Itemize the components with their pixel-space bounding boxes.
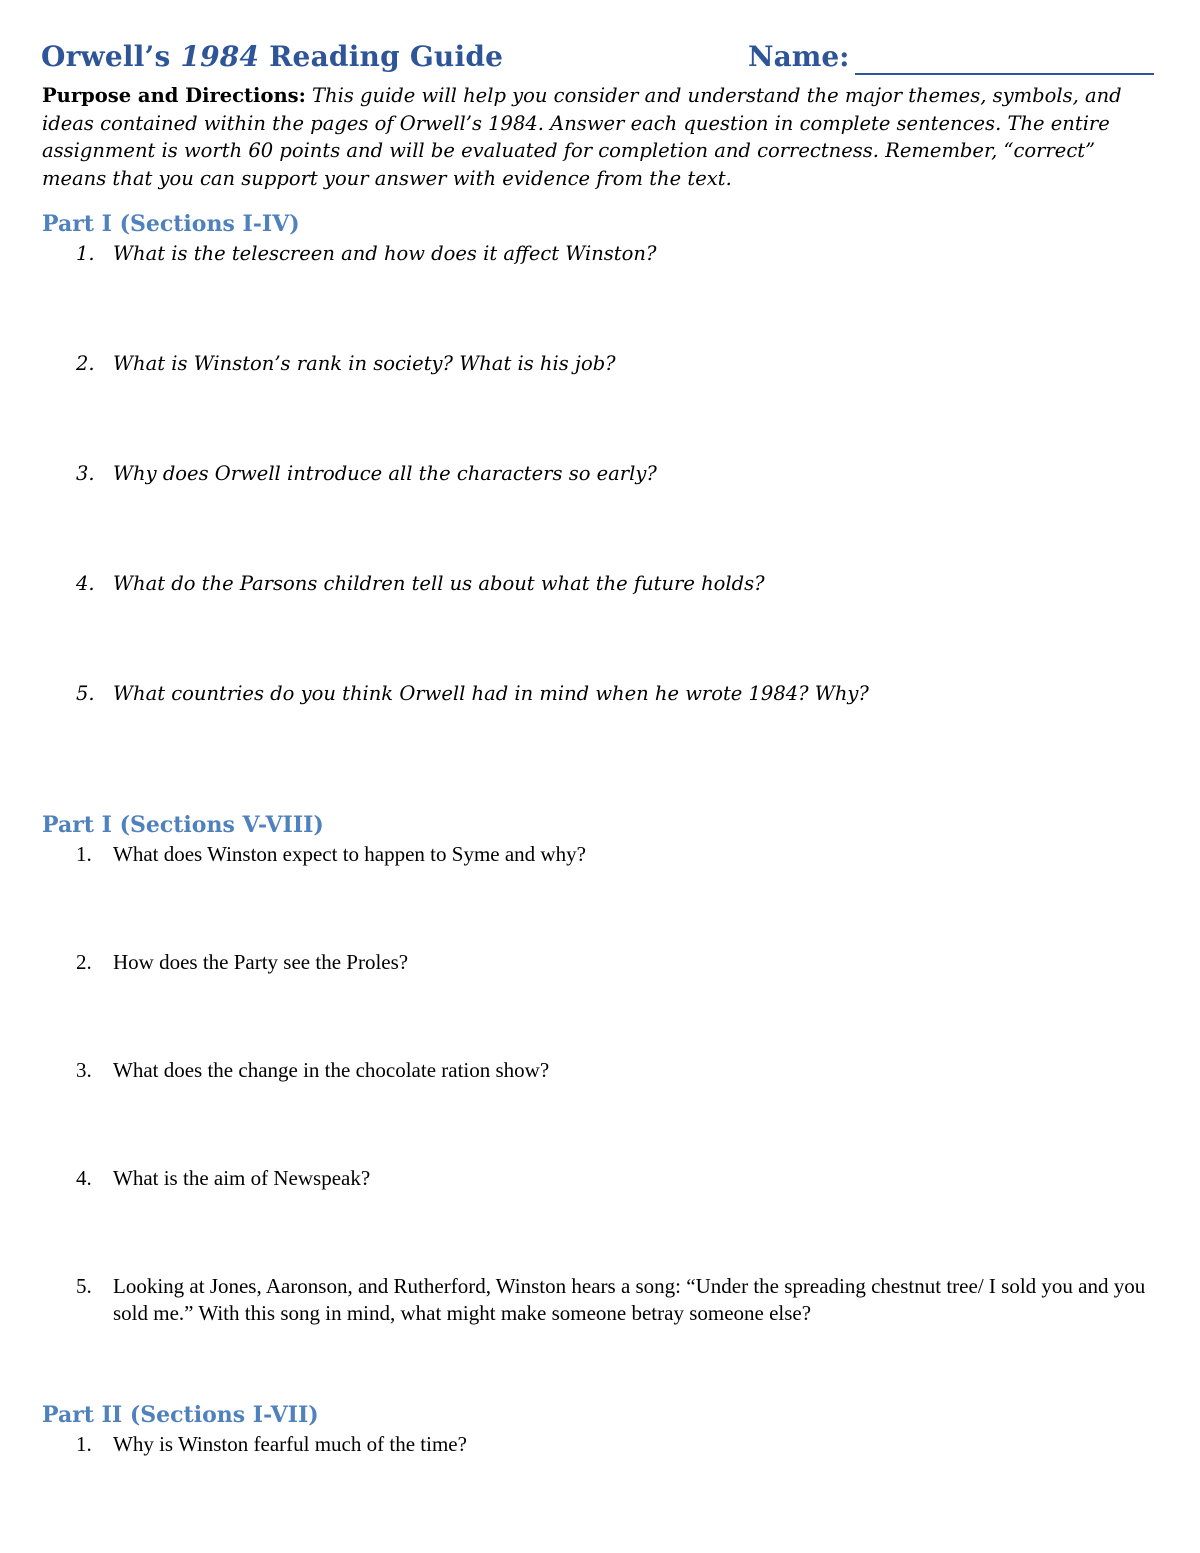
question-text: How does the Party see the Proles? — [113, 950, 409, 974]
section-heading-part2-i-vii: Part II (Sections I-VII) — [42, 1402, 319, 1428]
question-number: 4. — [76, 1166, 92, 1190]
name-label: Name: — [748, 40, 850, 73]
title-prefix: Orwell’s — [41, 40, 181, 73]
question-number: 1. — [76, 1432, 92, 1456]
question-number: 4. — [76, 572, 95, 595]
title-year: 1984 — [180, 40, 260, 73]
question-text: What is the telescreen and how does it affect Winston? — [113, 242, 657, 265]
question-number: 1. — [76, 242, 95, 265]
question-number: 5. — [76, 1274, 92, 1298]
question-text: What is Winston’s rank in society? What is his job? — [113, 352, 616, 375]
directions-text: This guide will help you consider and understand the major themes, symbols, and ideas contained within the pages of Orwell’s 1984. Answer each question in complete sentences. The entire assignment is worth 60 points and will be evaluated for completion and correctness. Remember, “correct” means that you can support your answer with evidence from the text. — [42, 84, 1122, 190]
question-number: 2. — [76, 950, 92, 974]
question-text: What does Winston expect to happen to Syme and why? — [113, 842, 586, 866]
question-number: 2. — [76, 352, 95, 375]
question-text: Why is Winston fearful much of the time? — [113, 1432, 467, 1456]
page-title — [41, 40, 503, 73]
question-text: Why does Orwell introduce all the characters so early? — [113, 462, 657, 485]
question-number: 3. — [76, 1058, 92, 1082]
title-suffix: Reading Guide — [259, 40, 504, 73]
name-blank-line — [855, 73, 1154, 75]
question-text: What countries do you think Orwell had in mind when he wrote 1984? Why? — [113, 682, 869, 705]
question-text: Looking at Jones, Aaronson, and Rutherford, Winston hears a song: “Under the spreading chestnut tree/ I sold you and you sold me.” With this song in mind, what might make someone betray someone else? — [113, 1274, 1146, 1325]
section-heading-part1-v-viii: Part I (Sections V-VIII) — [42, 812, 324, 838]
directions-label: Purpose and Directions: — [42, 84, 306, 107]
question-number: 1. — [76, 842, 92, 866]
question-number: 5. — [76, 682, 95, 705]
question-text: What do the Parsons children tell us about what the future holds? — [113, 572, 765, 595]
directions-paragraph — [42, 82, 1158, 192]
question-text: What is the aim of Newspeak? — [113, 1166, 371, 1190]
question-text: What does the change in the chocolate ration show? — [113, 1058, 550, 1082]
question-number: 3. — [76, 462, 95, 485]
section-heading-part1-i-iv: Part I (Sections I-IV) — [42, 211, 300, 237]
